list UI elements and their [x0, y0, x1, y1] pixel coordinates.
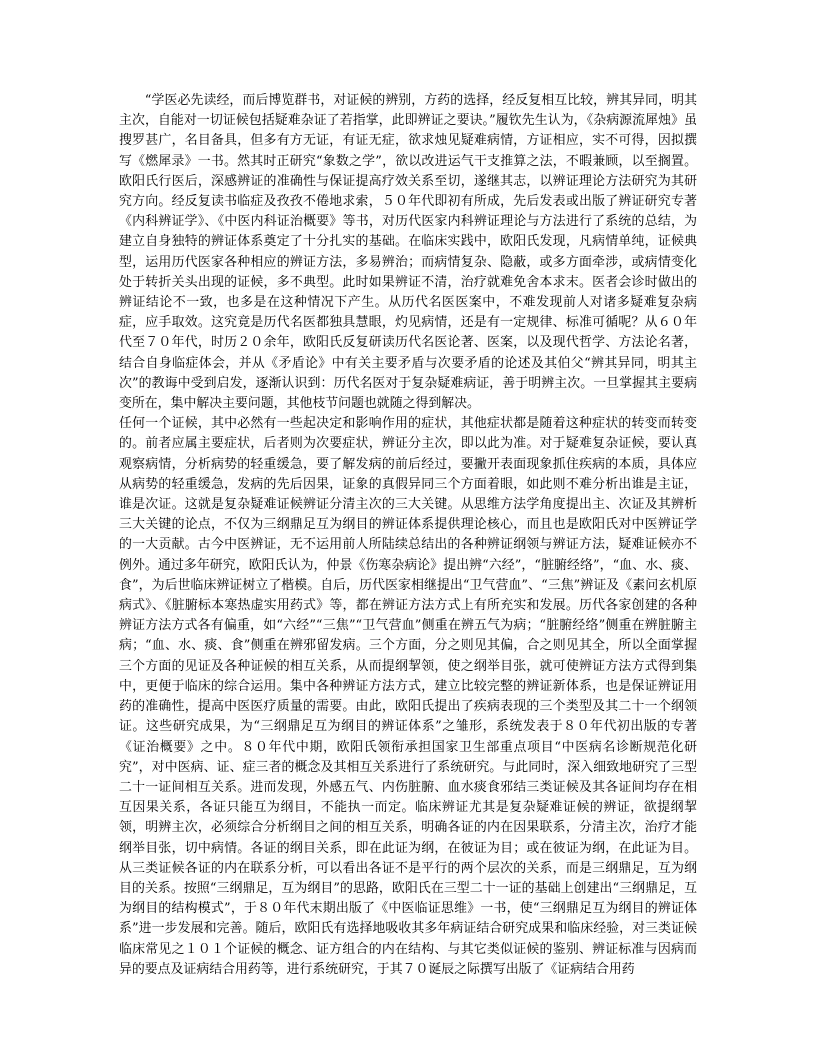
paragraph-2: 任何一个证候，其中必然有一些起决定和影响作用的症状，其他症状都是随着这种症状的转变而转变的。前者应属主要症状，后者则为次要症状，辨证分主次，即以此为准。对于疑难复杂证候，要认真观察病情，分析病势的轻重缓急，要了解发病的前后经过，要撇开表面现象抓住疾病的本质，具体应从病势的轻重缓急，发病的先后因果，证象的真假异同三个方面着眼，如此则不难分析出谁是主证，谁是次证。这就是复杂疑难证候辨证分清主次的三大关键。从思维方法学角度提出主、次证及其辨析三大关键的论点，不仅为三纲鼎足互为纲目的辨证体系提供理论核心，而且也是欧阳氏对中医辨证学的一大贡献。古今中医辨证，无不运用前人所陆续总结出的各种辨证纲领与辨证方法，疑难证候亦不例外。通过多年研究，欧阳氏认为，仲景《伤寒杂病论》提出辨“六经”，“脏腑经络”，“血、水、痰、食”，为后世临床辨证树立了楷模。自后，历代医家相继提出“卫气营血”、“三焦”辨证及《素问玄机原病式》、《脏腑标本寒热虚实用药式》等，都在辨证方法方式上有所充实和发展。历代各家创建的各种辨证方法方式各有偏重，如“六经”“三焦”“卫气营血”侧重在辨五气为病；“脏腑经络”侧重在辨脏腑主病；“血、水、痰、食”侧重在辨邪留发病。三个方面，分之则见其偏，合之则见其全，所以全面掌握三个方面的见证及各种证候的相互关系，从而提纲挈领，使之纲举目张，就可使辨证方法方式得到集中，更便于临床的综合运用。集中各种辨证方法方式，建立比较完整的辨证新体系，也是保证辨证用药的准确性，提高中医医疗质量的需要。由此，欧阳氏提出了疾病表现的三个类型及其二十一个纲领证。这些研究成果，为“三纲鼎足互为纲目的辨证体系”之雏形，系统发表于８０年代初出版的专著《证治概要》之中。８０年代中期，欧阳氏领衔承担国家卫生部重点项目“中医病名诊断规范化研究”，对中医病、证、症三者的概念及其相互关系进行了系统研究。与此同时，深入细致地研究了三型二十一证间相互关系。进而发现，外感五气、内伤脏腑、血水痰食邪结三类证候及其各证间均存在相互因果关系，各证只能互为纲目，不能执一而定。临床辨证尤其是复杂疑难证候的辨证，欲提纲挈领，明辨主次，必须综合分析纲目之间的相互关系，明确各证的内在因果联系，分清主次，治疗才能纲举目张，切中病情。各证的纲目关系，即在此证为纲，在彼证为目；或在彼证为纲，在此证为目。从三类证候各证的内在联系分析，可以看出各证不是平行的两个层次的关系，而是三纲鼎足，互为纲目的关系。按照“三纲鼎足，互为纲目”的思路，欧阳氏在三型二十一证的基础上创建出“三纲鼎足，互为纲目的结构模式”，于８０年代末期出版了《中医临证思维》一书，使“三纲鼎足互为纲目的辨证体系”进一步发展和完善。随后，欧阳氏有选择地吸收其多年病证结合研究成果和临床经验，对三类证候临床常见之１０１个证候的概念、证方组合的内在结构、与其它类似证候的鉴别、辨证标准与因病而异的要点及证病结合用药等，进行系统研究，于其７０诞辰之际撰写出版了《证病结合用药: [119, 416, 697, 977]
paragraph-1: “学医必先读经，而后博览群书，对证候的辨别，方药的选择，经反复相互比较，辨其异同，明其主次，自能对一切证候包括疑难杂证了若指掌，此即辨证之要诀。”履钦先生认为，《杂病源流犀烛》虽搜罗甚广，名目备具，但多有方无证，有证无症，欲求烛见疑难病情，方证相应，实不可得，因拟撰写《燃犀录》一书。然其时正研究“象数之学”，欲以改进运气干支推算之法，不暇兼顾，以至搁置。欧阳氏行医后，深感辨证的准确性与保证提高疗效关系至切，遂继其志，以辨证理论方法研究为其研究方向。经反复读书临症及孜孜不倦地求索，５０年代即初有所成，先后发表或出版了辨证研究专著《内科辨证学》、《中医内科证治概要》等书，对历代医家内科辨证理论与方法进行了系统的总结，为建立自身独特的辨证体系奠定了十分扎实的基础。在临床实践中，欧阳氏发现，凡病情单纯，证候典型，运用历代医家各种相应的辨证方法，多易辨治；而病情复杂、隐蔽，或多方面牵涉，或病情变化处于转折关头出现的证候，多不典型。此时如果辨证不清，治疗就难免舍本求末。医者会诊时做出的辨证结论不一致，也多是在这种情况下产生。从历代名医医案中，不难发现前人对诸多疑难复杂病症，应手取效。这究竟是历代名医都独具慧眼，灼见病情，还是有一定规律、标准可循呢？从６０年代至７０年代，时历２０余年，欧阳氏反复研读历代名医论著、医案，以及现代哲学、方法论名著，结合自身临症体会，并从《矛盾论》中有关主要矛盾与次要矛盾的论述及其伯父“辨其异同，明其主次”的教诲中受到启发，逐渐认识到：历代名医对于复杂疑难病证，善于明辨主次。一旦掌握其主要病变所在，集中解决主要问题，其他枝节问题也就随之得到解决。: [119, 93, 697, 412]
document-page: [119, 91, 697, 980]
